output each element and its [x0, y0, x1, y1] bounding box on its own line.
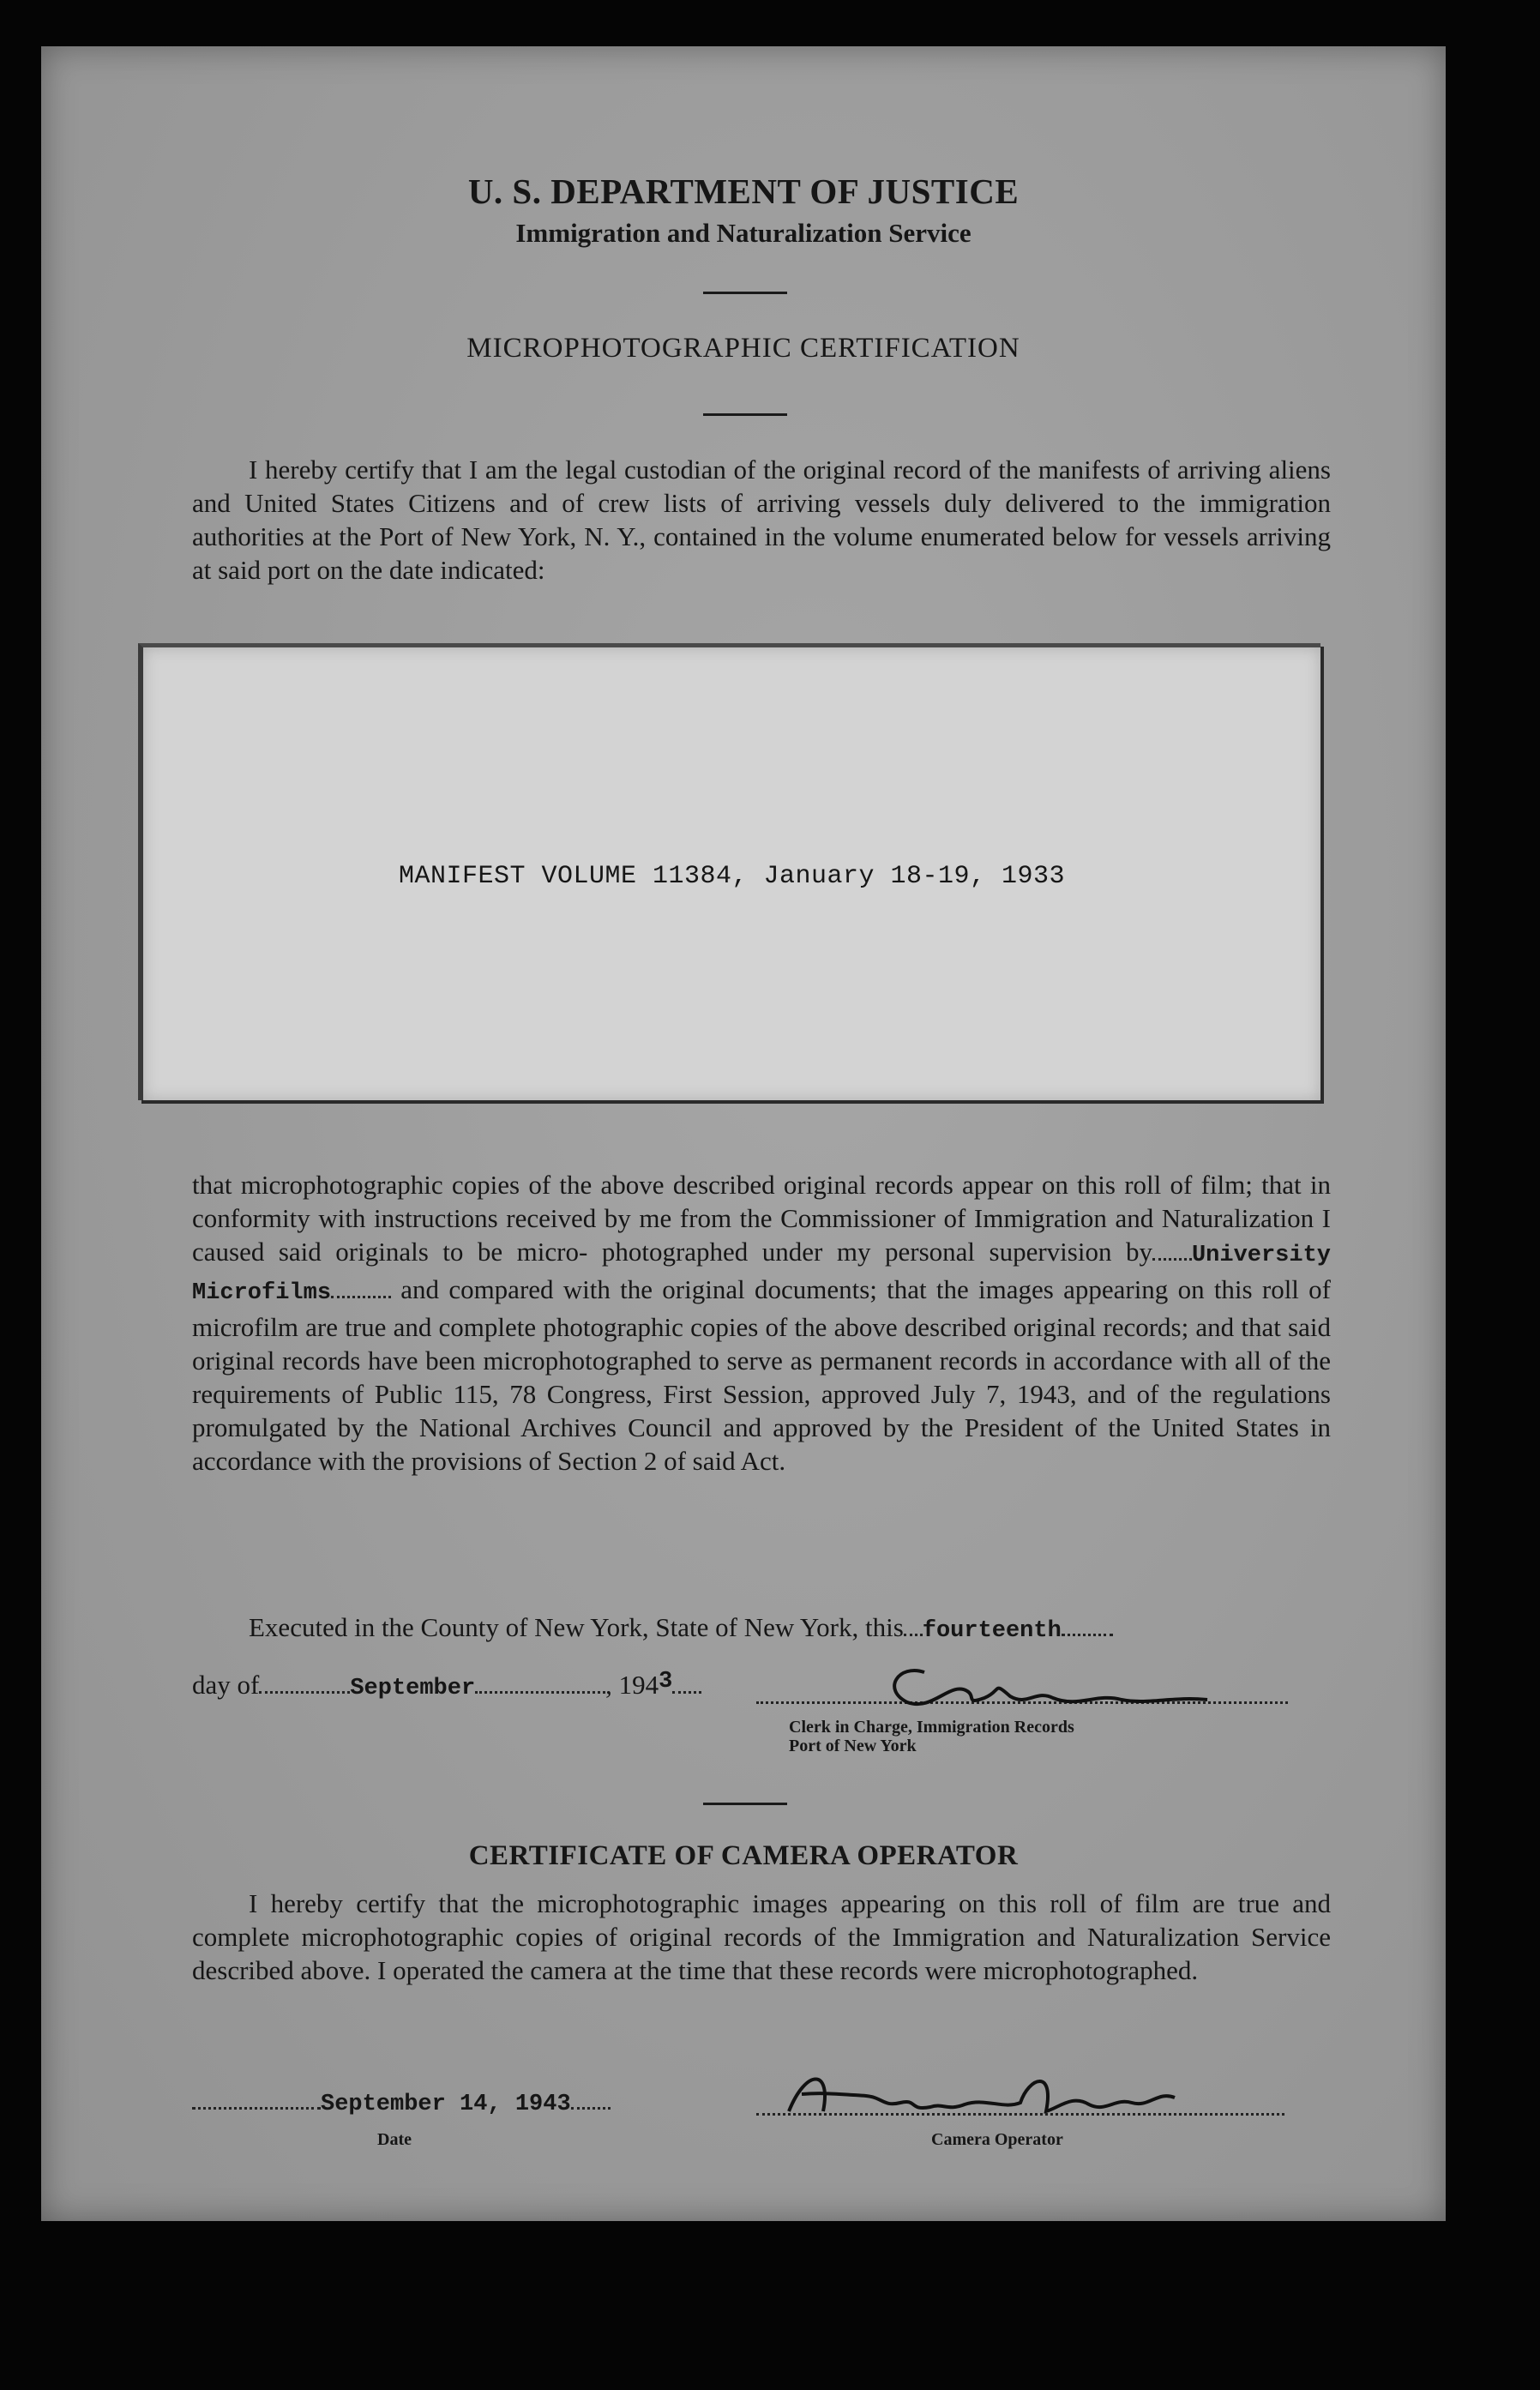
year-digit: 3	[659, 1669, 673, 1695]
execution-line	[249, 1612, 1113, 1644]
date-line	[192, 1670, 701, 1701]
camera-certificate-title: CERTIFICATE OF CAMERA OPERATOR	[468, 1840, 1019, 1871]
intro-paragraph	[192, 453, 1331, 587]
clerk-signature	[864, 1655, 1224, 1715]
clerk-title-line1: Clerk in Charge, Immigration Records	[789, 1718, 1074, 1737]
supervision-prefix: photographed under my personal supervision by	[601, 1237, 1152, 1267]
department-heading: U. S. DEPARTMENT OF JUSTICE	[467, 172, 1020, 211]
camera-text: I hereby certify that the microphotographic images appearing on this roll of film are true and complete microphotographic copies of original records of the Immigration and Naturalization Service described above. I operated the camera at the time that these records were microphotographed.	[192, 1888, 1331, 1985]
year-prefix: , 194	[605, 1670, 659, 1700]
execution-month: September	[350, 1676, 476, 1701]
divider	[703, 292, 787, 294]
volume-box	[138, 643, 1320, 1100]
execution-day: fourteenth	[922, 1618, 1062, 1644]
day-of-label: day of	[192, 1670, 260, 1700]
divider	[703, 413, 787, 416]
camera-date: September 14, 1943	[321, 2092, 571, 2117]
clerk-title	[789, 1718, 1074, 1755]
divider	[703, 1803, 787, 1805]
operator-signature	[772, 2060, 1183, 2128]
clerk-title-line2: Port of New York	[789, 1737, 917, 1755]
body-paragraph	[192, 1168, 1331, 1478]
intro-text: I hereby certify that I am the legal custodian of the original record of the manifests of arriving aliens and United States Citizens and of crew lists of arriving vessels duly delivered to the immigration authorities at the Port of New York, N. Y., contained in the volume enumerated below for vessels arriving at said port on the date indicated:	[192, 455, 1331, 585]
body-text-part1: that microphotographic copies of the above described original records appear on this roll of film; that in conformity with instructions received by me from the Commissioner of Immigration and Naturalization I caused said originals to be micro-	[192, 1170, 1331, 1267]
service-subheading: Immigration and Naturalization Service	[515, 218, 972, 248]
body-text-part2: and compared with the original documents; that the images appearing on this roll of microfilm are true and complete photographic copies of the above described original records; and that said original records have been microphotographed to serve as permanent records in accordance with all of the requirements of Public 115, 78 Congress, First Session, approved July 7, 1943, and of the regulations promulgated by the National Archives Council and approved by the President of the United States in accordance with the provisions of Section 2 of said Act.	[192, 1274, 1332, 1476]
camera-operator-label: Camera Operator	[931, 2130, 1063, 2149]
supervisor-name: University Microfilms	[192, 1243, 1331, 1306]
camera-paragraph	[192, 1887, 1331, 1987]
date-label: Date	[377, 2130, 412, 2149]
execution-prefix: Executed in the County of New York, State of New York, this	[249, 1612, 904, 1642]
certificate-sheet	[41, 46, 1446, 2221]
manifest-volume-text: MANIFEST VOLUME 11384, January 18-19, 1933	[398, 862, 1066, 891]
camera-date-line	[192, 2086, 611, 2117]
certification-title: MICROPHOTOGRAPHIC CERTIFICATION	[466, 333, 1020, 364]
